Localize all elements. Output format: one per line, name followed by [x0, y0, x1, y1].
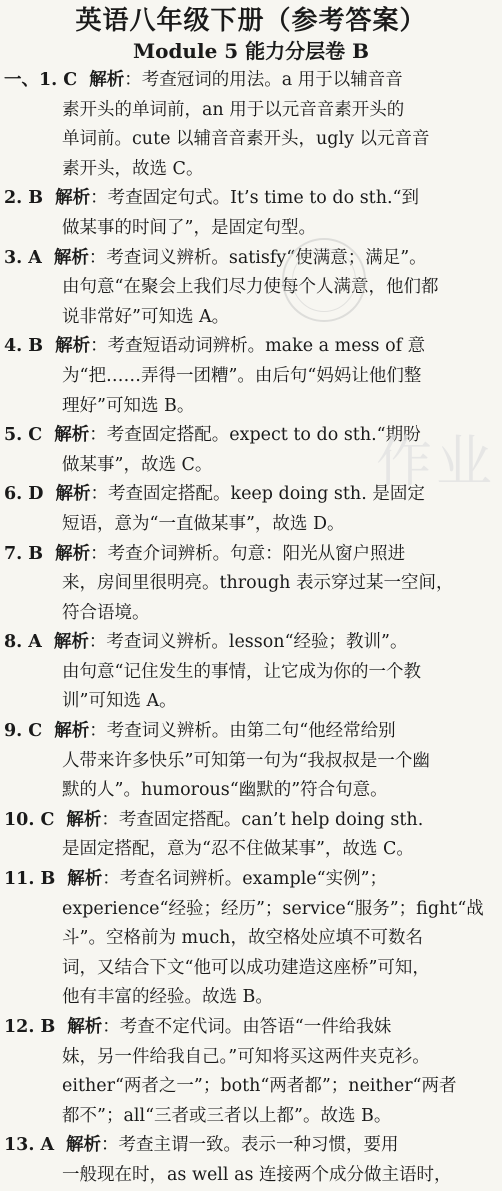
explanation-text: 斗”。空格前为 much，故空格处应填不可数名	[62, 928, 423, 949]
answer-item	[4, 184, 496, 243]
answer-continuation-line	[4, 510, 496, 540]
explanation-text: experience“经验；经历”；service“服务”；fight“战	[62, 898, 484, 919]
explanation-label: 解析	[54, 425, 90, 446]
explanation-text: 妹，另一件给我自己。”可知将买这两件夹克衫。	[62, 1046, 430, 1067]
answer-choice: C	[28, 425, 43, 446]
page-subtitle: Module 5 能力分层卷 B	[132, 39, 370, 63]
answer-first-line	[4, 332, 496, 362]
answer-item	[4, 332, 496, 421]
explanation-label: 解析	[55, 484, 91, 505]
answer-choice: B	[40, 1017, 56, 1037]
explanation-text: 为“把……弄得一团糟”。由后句“妈妈让他们整	[62, 365, 422, 386]
explanation-text: 做某事”，故选 C。	[62, 454, 213, 475]
question-number: 10.	[4, 809, 35, 830]
explanation-label: 解析	[67, 1017, 103, 1037]
answer-item	[4, 717, 496, 806]
answer-item	[4, 628, 496, 717]
answer-choice: B	[40, 869, 56, 890]
explanation-text: 训”可知选 A。	[62, 691, 177, 712]
explanation-text: 素开头，故选 C。	[62, 158, 204, 179]
question-number: 一、1.	[4, 70, 58, 90]
question-number: 4.	[4, 336, 23, 357]
explanation-text: ：考查主谓一致。表示一种习惯，要用	[101, 1135, 399, 1156]
explanation-text: ：考查冠词的用法。a 用于以辅音音	[124, 70, 403, 90]
answer-first-line	[4, 244, 496, 274]
answer-item	[4, 1013, 496, 1131]
answer-choice: C	[63, 70, 78, 90]
answer-continuation-line	[4, 1161, 496, 1191]
answer-choice: A	[28, 632, 42, 653]
answer-item	[4, 244, 496, 333]
explanation-text: 一般现在时，as well as 连接两个成分做主语时，	[62, 1164, 452, 1185]
question-number: 7.	[4, 543, 23, 564]
answer-continuation-line	[4, 658, 496, 688]
explanation-text: 来，房间里很明亮。through 表示穿过某一空间，	[62, 573, 454, 594]
answer-continuation-line	[4, 835, 496, 865]
explanation-text: 他有丰富的经验。故选 B。	[62, 987, 273, 1008]
stamp-seal	[282, 238, 366, 322]
explanation-text: 短语，意为“一直做某事”，故选 D。	[62, 513, 345, 534]
answer-continuation-line	[4, 362, 496, 392]
explanation-label: 解析	[54, 721, 90, 742]
answer-choice: B	[28, 188, 44, 209]
answer-first-line	[4, 540, 496, 570]
explanation-label: 解析	[55, 188, 91, 209]
answer-continuation-line	[4, 599, 496, 629]
explanation-text: 由句意“记住发生的事情，让它成为你的一个教	[62, 661, 421, 682]
answer-continuation-line	[4, 1102, 496, 1132]
explanation-text: ：考查固定句式。It’s time to do sth.“到	[90, 188, 419, 209]
explanation-text: 词，又结合下文“他可以成功建造这座桥”可知，	[62, 957, 430, 978]
answer-first-line	[4, 628, 496, 658]
answer-continuation-line	[4, 924, 496, 954]
answer-continuation-line	[4, 96, 496, 126]
answer-choice: B	[28, 543, 44, 564]
question-number: 11.	[4, 869, 35, 890]
explanation-text: ：考查固定搭配。can’t help doing sth.	[101, 809, 424, 830]
explanation-text: 素开头的单词前，an 用于以元音音素开头的	[62, 99, 405, 120]
explanation-text: 做某事的时间了”，是固定句型。	[62, 217, 316, 238]
answer-continuation-line	[4, 125, 496, 155]
answer-item	[4, 865, 496, 1013]
answer-continuation-line	[4, 273, 496, 303]
answer-continuation-line	[4, 214, 496, 244]
answer-item	[4, 540, 496, 629]
explanation-label: 解析	[55, 543, 91, 564]
answer-continuation-line	[4, 983, 496, 1013]
explanation-text: 由句意“在聚会上我们尽力使每个人满意，他们都	[62, 277, 439, 298]
explanation-text: ：考查固定搭配。expect to do sth.“期盼	[89, 425, 421, 446]
question-number: 3.	[4, 247, 23, 268]
explanation-text: ：考查词义辨析。lesson“经验；教训”。	[88, 632, 408, 653]
answer-continuation-line	[4, 303, 496, 333]
question-number: 5.	[4, 425, 23, 446]
answer-continuation-line	[4, 569, 496, 599]
answer-choice: B	[28, 336, 44, 357]
answer-choice: C	[40, 809, 55, 830]
explanation-label: 解析	[66, 1135, 102, 1156]
explanation-text: ：考查介词辨析。句意：阳光从窗户照进	[90, 543, 406, 564]
question-number: 8.	[4, 632, 23, 653]
explanation-text: ：考查不定代词。由答语“一件给我妹	[102, 1017, 392, 1037]
explanation-label: 解析	[67, 869, 103, 890]
watermark-text: 作业	[376, 430, 496, 495]
answer-continuation-line	[4, 155, 496, 185]
answer-choice: D	[28, 484, 44, 505]
answer-first-line	[4, 184, 496, 214]
answer-continuation-line	[4, 392, 496, 422]
answer-continuation-line	[4, 747, 496, 777]
answer-first-line	[4, 1131, 496, 1161]
answer-continuation-line	[4, 954, 496, 984]
answer-continuation-line	[4, 1072, 496, 1102]
question-number: 6.	[4, 484, 23, 505]
answer-choice: C	[28, 721, 43, 742]
explanation-text: ：考查固定搭配。keep doing sth. 是固定	[90, 484, 425, 505]
explanation-text: ：考查名词辨析。example“实例”；	[102, 869, 388, 890]
answer-choice: A	[28, 247, 42, 268]
explanation-text: ：考查短语动词辨析。make a mess of 意	[90, 336, 426, 357]
answer-first-line	[4, 66, 496, 96]
explanation-text: 是固定搭配，意为“忍不住做某事”，故选 C。	[62, 839, 414, 860]
explanation-text: 说非常好”可知选 A。	[62, 306, 230, 327]
answer-item	[4, 1131, 496, 1190]
answer-item	[4, 66, 496, 184]
question-number: 9.	[4, 721, 23, 742]
explanation-label: 解析	[53, 632, 89, 653]
answer-first-line	[4, 1013, 496, 1043]
explanation-text: ：考查词义辨析。satisfy“使满意；满足”。	[88, 247, 427, 268]
answer-first-line	[4, 717, 496, 747]
answer-choice: A	[40, 1135, 55, 1156]
explanation-text: either“两者之一”；both“两者都”；neither“两者	[62, 1076, 457, 1097]
answer-continuation-line	[4, 895, 496, 925]
answer-continuation-line	[4, 776, 496, 806]
question-number: 12.	[4, 1017, 35, 1037]
explanation-label: 解析	[55, 336, 91, 357]
question-number: 13.	[4, 1135, 35, 1156]
explanation-label: 解析	[89, 70, 125, 90]
explanation-text: 符合语境。	[62, 602, 150, 623]
answer-continuation-line	[4, 687, 496, 717]
explanation-text: ：考查词义辨析。由第二句“他经常给别	[89, 721, 396, 742]
explanation-label: 解析	[53, 247, 89, 268]
explanation-text: 默的人”。humorous“幽默的”符合句意。	[62, 780, 388, 801]
page-title: 英语八年级下册（参考答案）	[75, 6, 427, 36]
explanation-text: 人带来许多快乐”可知第一句为“我叔叔是一个幽	[62, 750, 430, 771]
explanation-label: 解析	[66, 809, 102, 830]
question-number: 2.	[4, 188, 23, 209]
explanation-text: 理好”可知选 B。	[62, 395, 195, 416]
answer-continuation-line	[4, 1043, 496, 1073]
explanation-text: 单词前。cute 以辅音音素开头，ugly 以元音音	[62, 129, 430, 150]
answer-first-line	[4, 865, 496, 895]
answer-item	[4, 806, 496, 865]
answer-list	[0, 66, 502, 1191]
answer-first-line	[4, 806, 496, 836]
explanation-text: 都不”；all“三者或三者以上都”。故选 B。	[62, 1105, 392, 1126]
